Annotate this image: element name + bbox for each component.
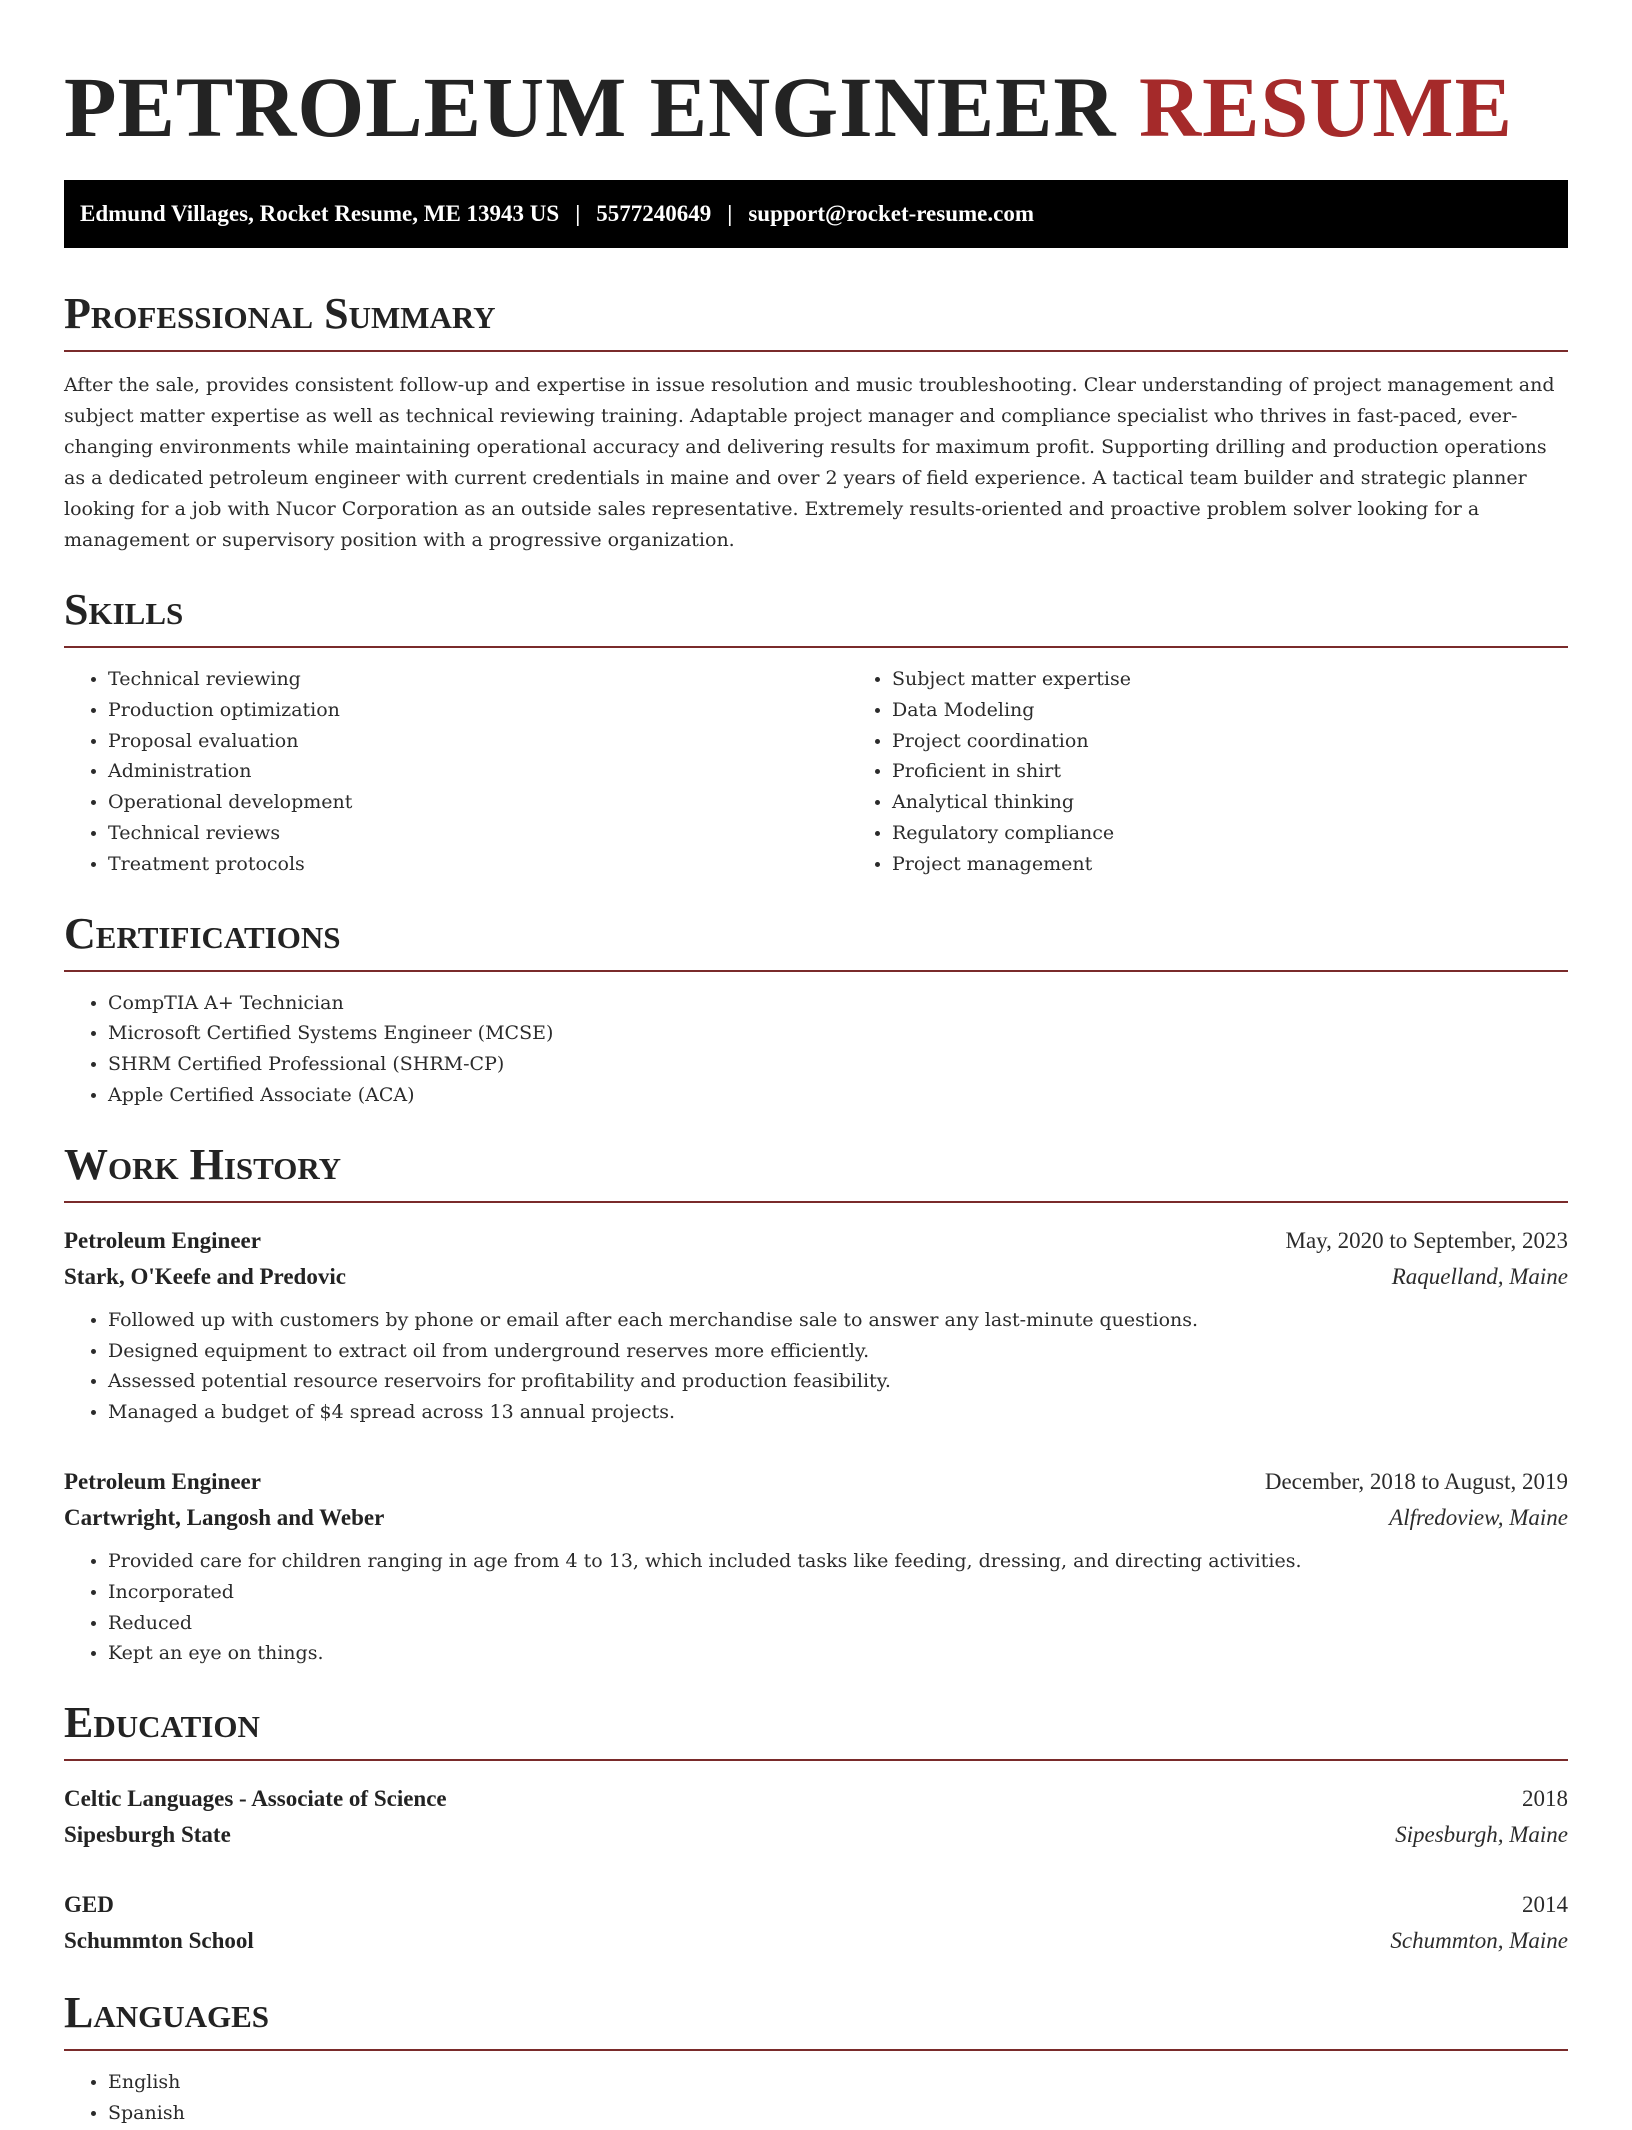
skill-item: • Administration [108,756,848,787]
job-header-row [64,1223,1568,1259]
skill-item: • Data Modeling [892,695,1568,726]
job-bullet: • Incorporated [108,1577,1568,1608]
job-dates: December, 2018 to August, 2019 [1264,1468,1568,1494]
title-accent: RESUME [1139,59,1513,155]
certification-item: • Apple Certified Associate (ACA) [108,1080,1568,1111]
education-entry [64,1781,1568,1853]
job-location: Raquelland, Maine [1391,1263,1568,1289]
skill-item: • Proficient in shirt [892,756,1568,787]
skill-item: • Production optimization [108,695,848,726]
job-bullet: • Assessed potential resource reservoirs for profitability and production feasibility. [108,1366,1568,1397]
contact-separator: | [727,201,733,226]
skill-item: • Technical reviewing [108,664,848,695]
resume-title [64,59,1568,155]
languages-heading: Languages [64,1991,1568,2051]
summary-section [64,289,1568,556]
job-bullets [64,1305,1568,1428]
education-degree: GED [64,1892,114,1918]
skill-item: • Subject matter expertise [892,664,1568,695]
work-history-heading: Work History [64,1143,1568,1203]
job-bullet: • Designed equipment to extract oil from underground reserves more efficiently. [108,1336,1568,1367]
title-main: PETROLEUM ENGINEER [64,59,1117,155]
language-item: • Spanish [108,2098,1568,2129]
skills-heading: Skills [64,588,1568,648]
job-company: Stark, O'Keefe and Predovic [64,1263,346,1289]
job-entry [64,1223,1568,1428]
work-history-section [64,1139,1568,1669]
education-school-row [64,1923,1568,1959]
job-dates: May, 2020 to September, 2023 [1285,1227,1568,1253]
job-title: Petroleum Engineer [64,1227,261,1253]
job-bullet: • Kept an eye on things. [108,1638,1568,1669]
job-entry [64,1464,1568,1669]
certification-item: • CompTIA A+ Technician [108,988,1568,1019]
education-location: Sipesburgh, Maine [1395,1822,1568,1848]
certifications-section [64,908,1568,1111]
education-year: 2018 [1522,1786,1568,1812]
education-header-row [64,1781,1568,1817]
job-header-row [64,1464,1568,1500]
skill-item: • Project management [892,849,1568,880]
certifications-heading: Certifications [64,912,1568,972]
education-section [64,1698,1568,1959]
certification-item: • SHRM Certified Professional (SHRM-CP) [108,1049,1568,1080]
skill-item: • Project coordination [892,726,1568,757]
education-degree: Celtic Languages - Associate of Science [64,1786,447,1812]
job-title: Petroleum Engineer [64,1468,261,1494]
job-bullet: • Reduced [108,1608,1568,1639]
skills-list-left [64,664,848,880]
languages-list [64,2067,1568,2129]
skill-item: • Operational development [108,787,848,818]
contact-separator: | [575,201,581,226]
skill-item: • Proposal evaluation [108,726,848,757]
education-school: Sipesburgh State [64,1822,231,1848]
skills-columns [64,648,1568,880]
job-bullet: • Provided care for children ranging in age from 4 to 13, which included tasks like feeding, dressing, and directing activities. [108,1546,1568,1577]
job-location: Alfredoview, Maine [1389,1504,1568,1530]
education-heading: Education [64,1701,1568,1761]
job-bullet: • Managed a budget of $4 spread across 13 annual projects. [108,1397,1568,1428]
skill-item: • Analytical thinking [892,787,1568,818]
job-bullet: • Followed up with customers by phone or email after each merchandise sale to answer any last-minute questions. [108,1305,1568,1336]
education-year: 2014 [1522,1892,1568,1918]
education-entry [64,1887,1568,1959]
skill-item: • Regulatory compliance [892,818,1568,849]
education-school-row [64,1817,1568,1853]
education-school: Schummton School [64,1928,254,1954]
job-company-row [64,1259,1568,1295]
summary-text: After the sale, provides consistent follow-up and expertise in issue resolution and music troubleshooting. Clear understanding of project management and subject matter expertise as well as technical reviewing training. Adaptable project manager and compliance specialist who thrives in fast-paced, ever-changing environments while maintaining operational accuracy and delivering results for maximum profit. Supporting drilling and production operations as a dedicated petroleum engineer with current credentials in maine and over 2 years of field experience. A tactical team builder and strategic planner looking for a job with Nucor Corporation as an outside sales representative. Extremely results-oriented and proactive problem solver looking for a management or supervisory position with a progressive organization. [64,374,1555,551]
certification-item: • Microsoft Certified Systems Engineer (MCSE) [108,1018,1568,1049]
job-company-row [64,1500,1568,1536]
summary-heading: Professional Summary [64,292,1568,352]
job-bullets [64,1546,1568,1669]
contact-address: Edmund Villages, Rocket Resume, ME 13943 US [80,201,560,226]
skills-list-right [848,664,1568,880]
contact-phone: 5577240649 [596,201,712,226]
education-location: Schummton, Maine [1390,1928,1568,1954]
skill-item: • Technical reviews [108,818,848,849]
skills-section [64,585,1568,880]
skill-item: • Treatment protocols [108,849,848,880]
contact-email: support@rocket-resume.com [748,201,1034,226]
language-item: • English [108,2067,1568,2098]
certifications-list [64,988,1568,1111]
education-header-row [64,1887,1568,1923]
contact-bar [64,180,1568,248]
languages-section [64,1988,1568,2129]
job-company: Cartwright, Langosh and Weber [64,1504,385,1530]
